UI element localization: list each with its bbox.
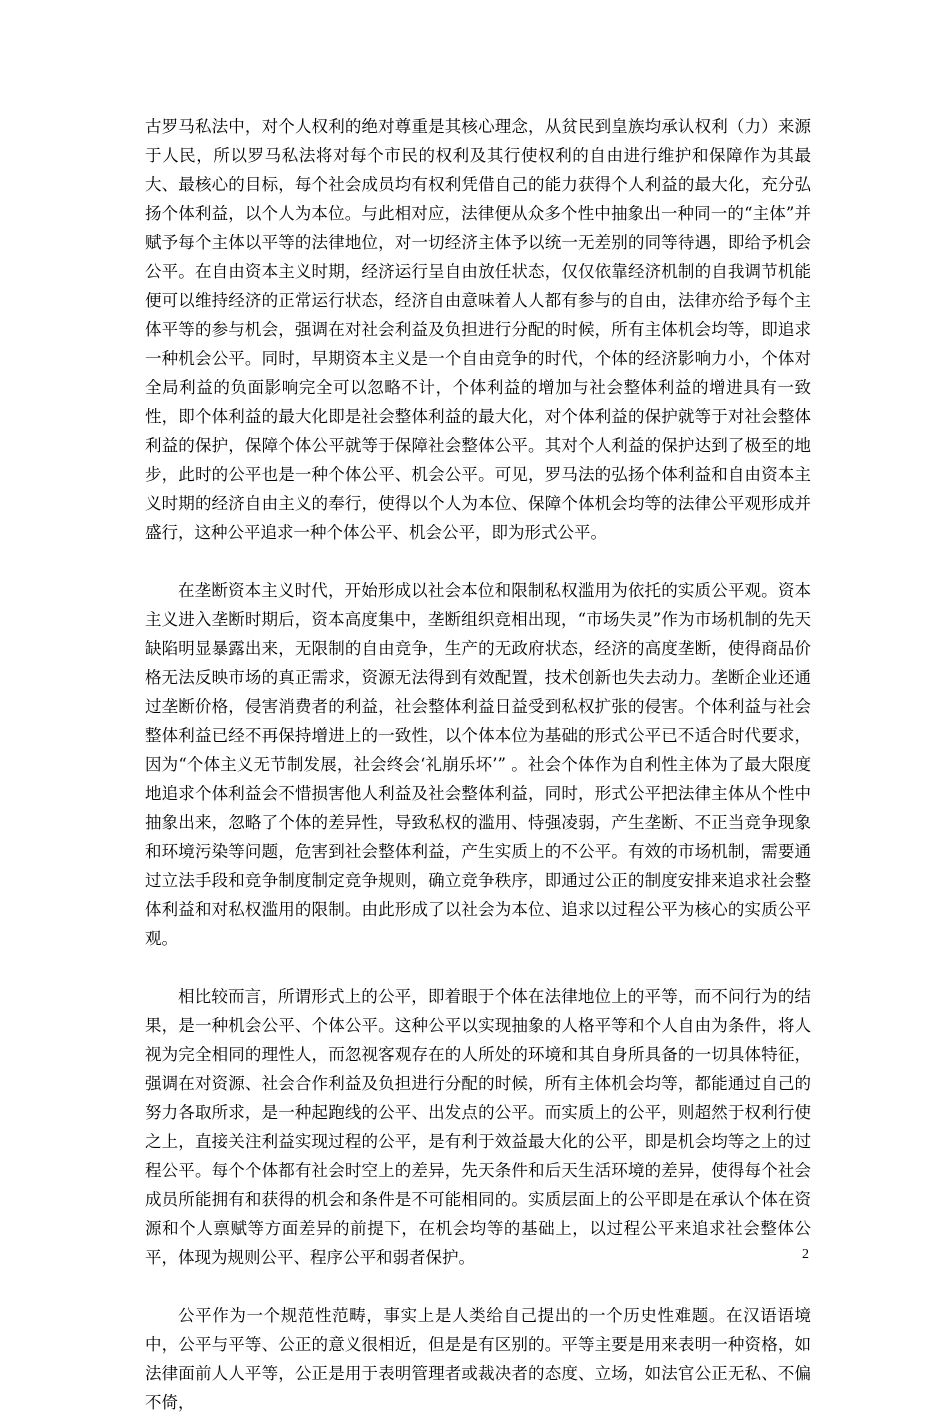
paragraph-fairness-definition: 公平作为一个规范性范畴，事实上是人类给自己提出的一个历史性难题。在汉语语境中，公平与平等、公正的意义很相近，但是是有区别的。平等主要是用来表明一种资格，如法律面前人人平等，公正是用于表明管理者或裁决者的态度、立场，如法官公正无私、不偏不倚，	[145, 1306, 811, 1412]
paragraph-monopoly-capitalism: 在垄断资本主义时代，开始形成以社会本位和限制私权滥用为依托的实质公平观。资本主义进入垄断时期后，资本高度集中，垄断组织竞相出现，“市场失灵”作为市场机制的先天缺陷明显暴露出来，无限制的自由竞争，生产的无政府状态，经济的高度垄断，使得商品价格无法反映市场的真正需求，资源无法得到有效配置，技术创新也失去动力。垄断企业还通过垄断价格，侵害消费者的利益，社会整体利益日益受到私权扩张的侵害。个体利益与社会整体利益已经不再保持增进上的一致性，以个体本位为基础的形式公平已不适合时代要求，因为“个体主义无节制发展，社会终会‘礼崩乐坏’” 。社会个体作为自利性主体为了最大限度地追求个体利益会不惜损害他人利益及社会整体利益，同时，形式公平把法律主体从个性中抽象出来，忽略了个体的差异性，导致私权的滥用、恃强凌弱，产生垄断、不正当竞争现象和环境污染等问题，危害到社会整体利益，产生实质上的不公平。有效的市场机制，需要通过立法手段和竞争制度制定竞争规则，确立竞争秩序，即通过公正的制度安排来追求社会整体利益和对私权滥用的限制。由此形成了以社会为本位、追求以过程公平为核心的实质公平观。	[145, 581, 811, 948]
page-number: 2	[802, 1247, 809, 1262]
body-text	[145, 112, 811, 1417]
paragraph-spacer	[145, 547, 811, 576]
paragraph-spacer	[145, 953, 811, 982]
paragraph-roman-law: 古罗马私法中，对个人权利的绝对尊重是其核心理念，从贫民到皇族均承认权利（力）来源于人民，所以罗马私法将对每个市民的权利及其行使权利的自由进行维护和保障作为其最大、最核心的目标，每个社会成员均有权利凭借自己的能力获得个人利益的最大化，充分弘扬个体利益，以个人为本位。与此相对应，法律便从众多个性中抽象出一种同一的“主体”并赋予每个主体以平等的法律地位，对一切经济主体予以统一无差别的同等待遇，即给予机会公平。在自由资本主义时期，经济运行呈自由放任状态，仅仅依靠经济机制的自我调节机能便可以维持经济的正常运行状态，经济自由意味着人人都有参与的自由，法律亦给予每个主体平等的参与机会，强调在对社会利益及负担进行分配的时候，所有主体机会均等，即追求一种机会公平。同时，早期资本主义是一个自由竞争的时代，个体的经济影响力小，个体对全局利益的负面影响完全可以忽略不计，个体利益的增加与社会整体利益的增进具有一致性，即个体利益的最大化即是社会整体利益的最大化，对个体利益的保护就等于对社会整体利益的保护，保障个体公平就等于保障社会整体公平。其对个人利益的保护达到了极至的地步，此时的公平也是一种个体公平、机会公平。可见，罗马法的弘扬个体利益和自由资本主义时期的经济自由主义的奉行，使得以个人为本位、保障个体机会均等的法律公平观形成并盛行，这种公平追求一种个体公平、机会公平，即为形式公平。	[145, 117, 811, 542]
paragraph-spacer	[145, 1272, 811, 1301]
paragraph-comparison: 相比较而言，所谓形式上的公平，即着眼于个体在法律地位上的平等，而不问行为的结果，是一种机会公平、个体公平。这种公平以实现抽象的人格平等和个人自由为条件，将人视为完全相同的理性人，而忽视客观存在的人所处的环境和其自身所具备的一切具体特征，强调在对资源、社会合作利益及负担进行分配的时候，所有主体机会均等，都能通过自己的努力各取所求，是一种起跑线的公平、出发点的公平。而实质上的公平，则超然于权利行使之上，直接关注利益实现过程的公平，是有利于效益最大化的公平，即是机会均等之上的过程公平。每个个体都有社会时空上的差异，先天条件和后天生活环境的差异，使得每个社会成员所能拥有和获得的机会和条件是不可能相同的。实质层面上的公平即是在承认个体在资源和个人禀赋等方面差异的前提下，在机会均等的基础上，以过程公平来追求社会整体公平，体现为规则公平、程序公平和弱者保护。	[145, 987, 811, 1267]
